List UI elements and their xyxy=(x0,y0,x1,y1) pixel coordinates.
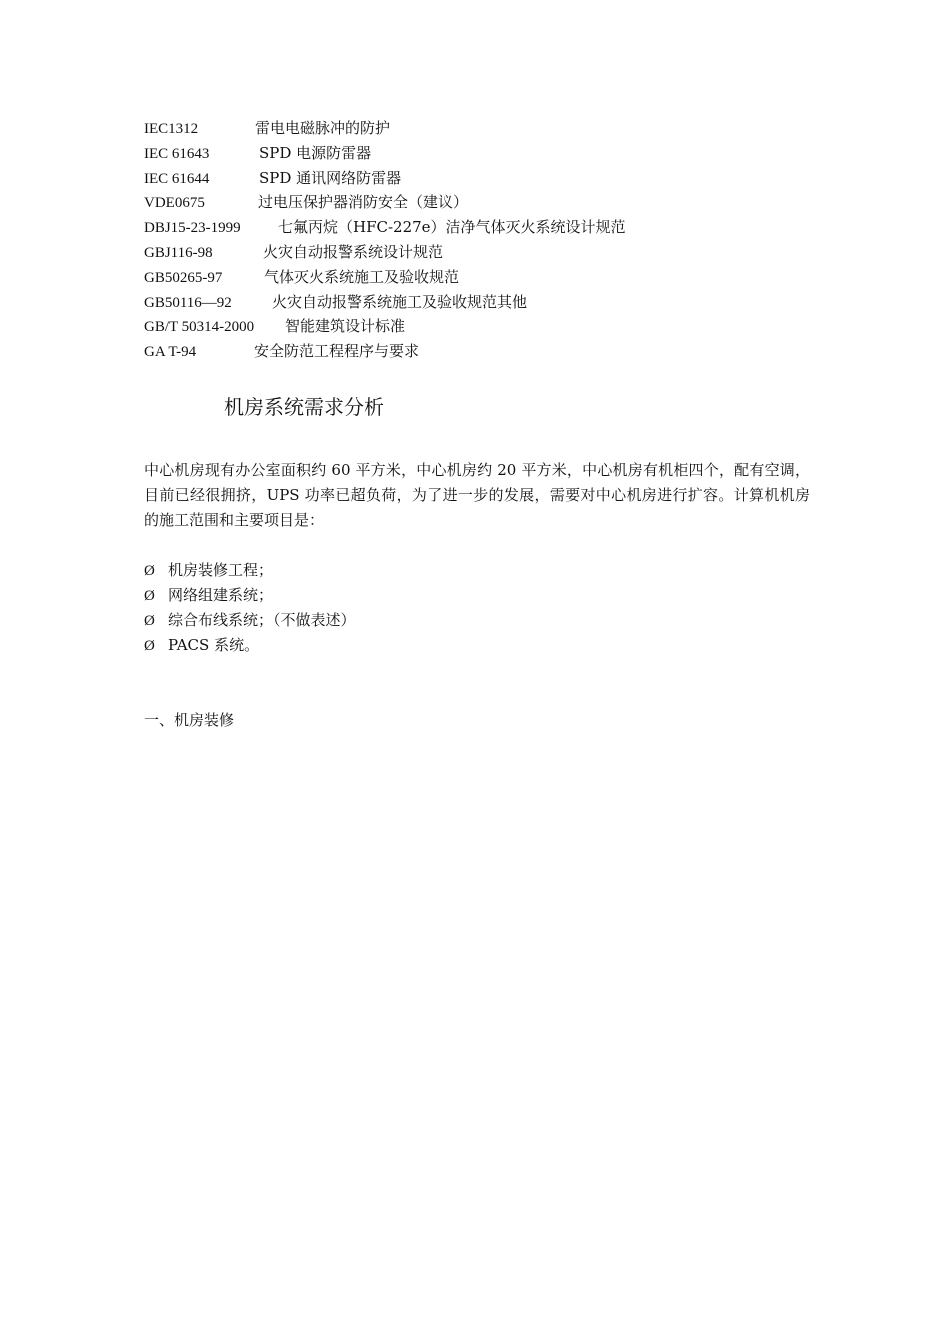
standards-list xyxy=(144,116,824,364)
standard-name: 气体灭火系统施工及验收规范 xyxy=(264,267,460,286)
list-item-text: PACS 系统。 xyxy=(168,636,260,654)
bullet-marker: Ø xyxy=(144,638,155,654)
standard-row xyxy=(144,116,824,141)
standard-code: GA T-94 xyxy=(144,344,197,361)
standard-row xyxy=(144,290,824,315)
standard-code: IEC 61644 xyxy=(144,170,210,187)
standard-code: IEC1312 xyxy=(144,121,199,137)
standard-name: 过电压保护器消防安全（建议） xyxy=(258,193,469,212)
body-paragraph: 中心机房现有办公室面积约 60 平方米，中心机房约 20 平方米，中心机房有机柜四个，配有空调，目前已经很拥挤，UPS 功率已超负荷，为了进一步的发展，需要对中心机房进行扩容。计算机机房的施工范围和主要项目是： xyxy=(144,461,810,529)
list-item-text: 综合布线系统；（不做表述） xyxy=(168,611,356,629)
list-item xyxy=(144,608,356,633)
standard-code: VDE0675 xyxy=(144,195,205,212)
standard-row xyxy=(144,314,824,339)
standard-row xyxy=(144,141,824,166)
standard-row xyxy=(144,190,824,215)
standard-name: 火灾自动报警系统施工及验收规范其他 xyxy=(272,292,528,311)
bullet-marker: Ø xyxy=(144,613,155,629)
standard-row xyxy=(144,240,824,265)
bullet-marker: Ø xyxy=(144,588,155,604)
bullet-marker: Ø xyxy=(144,563,155,579)
standard-code: GB50265-97 xyxy=(144,269,223,286)
standard-code: IEC 61643 xyxy=(144,145,210,162)
list-item-text: 网络组建系统； xyxy=(168,586,274,604)
standard-name: 火灾自动报警系统设计规范 xyxy=(263,242,444,261)
bullet-list xyxy=(144,558,356,658)
standard-row xyxy=(144,265,824,290)
standard-row xyxy=(144,215,824,240)
standard-row xyxy=(144,339,824,364)
standard-code: DBJ15-23-1999 xyxy=(144,220,241,237)
section-heading: 机房系统需求分析 xyxy=(224,395,384,419)
list-item-text: 机房装修工程； xyxy=(168,561,274,579)
standard-name: 智能建筑设计标准 xyxy=(285,317,406,336)
subsection-title: 一、机房装修 xyxy=(144,711,235,729)
list-item xyxy=(144,633,356,658)
standard-row xyxy=(144,166,824,191)
list-item xyxy=(144,583,356,608)
standard-code: GBJ116-98 xyxy=(144,244,213,261)
standard-name: 安全防范工程程序与要求 xyxy=(254,342,420,361)
standard-code: GB50116—92 xyxy=(144,294,232,311)
standard-name: SPD 通讯网络防雷器 xyxy=(259,168,402,187)
standard-name: SPD 电源防雷器 xyxy=(259,143,372,162)
standard-name: 七氟丙烷（HFC-227e）洁净气体灭火系统设计规范 xyxy=(278,218,626,237)
list-item xyxy=(144,558,356,583)
standard-name: 雷电电磁脉冲的防护 xyxy=(255,119,391,137)
standard-code: GB/T 50314-2000 xyxy=(144,319,255,336)
